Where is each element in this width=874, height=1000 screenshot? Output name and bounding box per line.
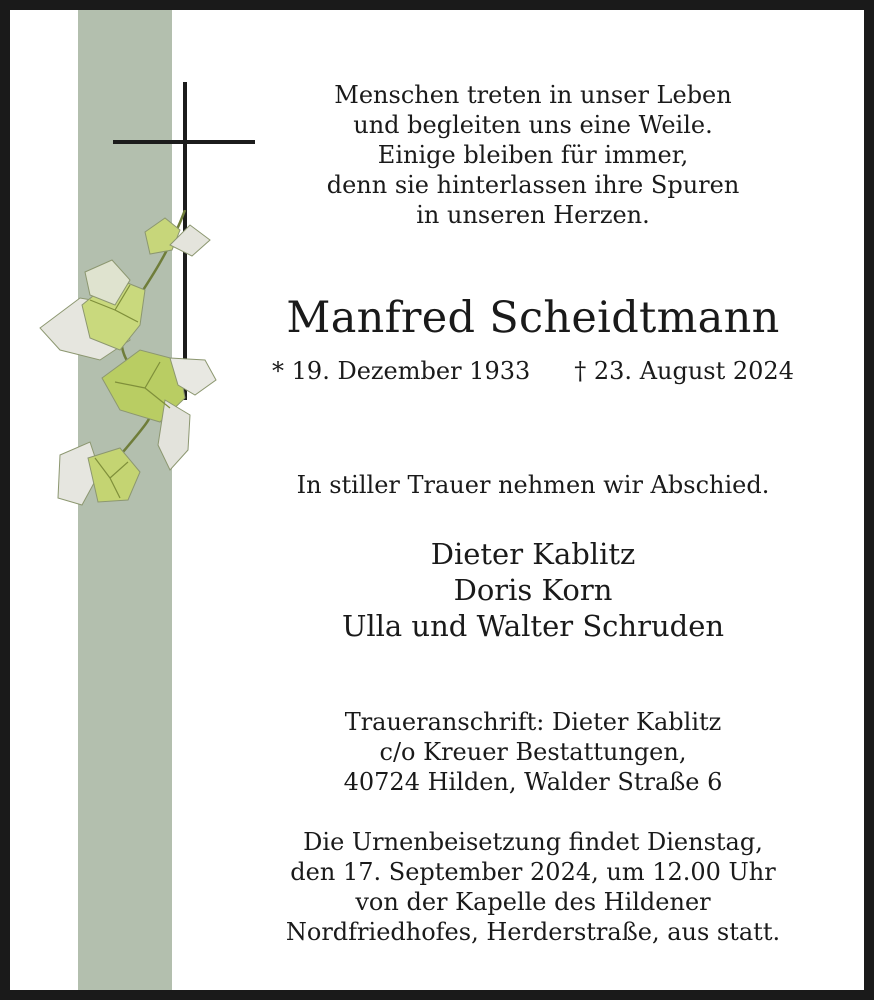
- address-line: c/o Kreuer Bestattungen,: [379, 738, 687, 766]
- poem: [200, 80, 866, 230]
- funeral-notice: [200, 827, 866, 947]
- poem-line: denn sie hinterlassen ihre Spuren: [326, 171, 740, 199]
- mourners-list: [200, 536, 866, 644]
- poem-line: Einige bleiben für immer,: [377, 141, 689, 169]
- death-date: † 23. August 2024: [574, 357, 794, 385]
- mourner-name: Dieter Kablitz: [430, 537, 636, 571]
- life-dates: [200, 356, 866, 386]
- birth-date: * 19. Dezember 1933: [272, 357, 531, 385]
- mourner-name: Doris Korn: [453, 573, 613, 607]
- mourner-name: Ulla und Walter Schruden: [341, 609, 725, 643]
- funeral-line: von der Kapelle des Hildener: [355, 888, 711, 916]
- mourning-address: [200, 707, 866, 797]
- address-line: Traueranschrift: Dieter Kablitz: [344, 708, 722, 736]
- poem-line: Menschen treten in unser Leben: [334, 81, 732, 109]
- ivy-leaves-icon: [20, 210, 220, 530]
- deceased-name: Manfred Scheidtmann: [286, 293, 780, 343]
- funeral-line: den 17. September 2024, um 12.00 Uhr: [290, 858, 776, 886]
- poem-line: in unseren Herzen.: [416, 201, 650, 229]
- poem-line: und begleiten uns eine Weile.: [353, 111, 713, 139]
- funeral-line: Nordfriedhofes, Herderstraße, aus statt.: [285, 918, 781, 946]
- farewell-text: In stiller Trauer nehmen wir Abschied.: [296, 471, 770, 499]
- address-line: 40724 Hilden, Walder Straße 6: [343, 768, 723, 796]
- funeral-line: Die Urnenbeisetzung findet Dienstag,: [303, 828, 763, 856]
